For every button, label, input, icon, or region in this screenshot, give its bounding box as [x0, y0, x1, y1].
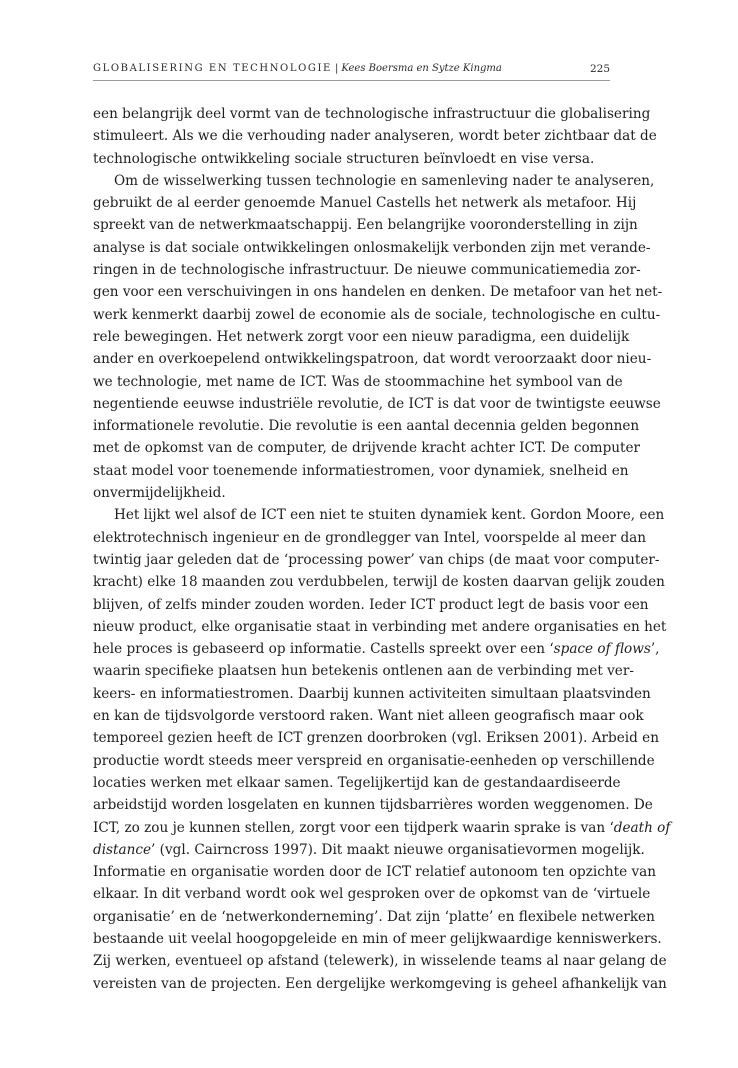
line-text: analyse is dat sociale ontwikkelingen onlosmakelijk verbonden zijn met verande-	[93, 239, 651, 256]
line-text: Zij werken, eventueel op afstand (telewerk), in wisselende teams al naar gelang de	[93, 953, 667, 970]
line-text: organisatie’ en de ‘netwerkonderneming’. Dat zijn ‘platte’ en flexibele netwerken	[93, 908, 655, 925]
text-line	[93, 103, 651, 125]
line-text: ringen in de technologische infrastructuur. De nieuwe communicatiemedia zor-	[93, 262, 641, 279]
italic-term: space of flows	[553, 641, 651, 658]
line-text: nieuw product, elke organisatie staat in verbinding met andere organisaties en het	[93, 618, 667, 635]
line-text: en kan de tijdsvolgorde verstoord raken. Want niet alleen geografisch maar ook	[93, 708, 644, 725]
text-line	[93, 259, 641, 281]
line-text: keers- en informatiestromen. Daarbij kunnen activiteiten simultaan plaatsvinden	[93, 685, 651, 702]
text-line	[93, 616, 667, 638]
text-line	[93, 638, 660, 660]
line-text: kracht) elke 18 maanden zou verdubbelen, terwijl de kosten daarvan gelijk zouden	[93, 574, 665, 591]
text-line	[93, 437, 641, 459]
line-text: onvermijdelijkheid.	[93, 485, 226, 502]
text-line	[93, 348, 652, 370]
line-text: elektrotechnisch ingenieur en de grondlegger van Intel, voorspelde al meer dan	[93, 529, 647, 546]
text-line	[93, 817, 671, 839]
line-text: technologische ontwikkeling sociale structuren beïnvloedt en vise versa.	[93, 150, 595, 167]
line-text: twintig jaar geleden dat de ‘processing power’ van chips (de maat voor computer-	[93, 551, 660, 568]
text-line	[93, 192, 637, 214]
header-authors: Kees Boersma en Sytze Kingma	[341, 63, 502, 74]
text-line	[93, 237, 651, 259]
text-line	[93, 973, 667, 995]
text-line	[93, 705, 644, 727]
text-line	[93, 883, 651, 905]
line-text-after: ’ (vgl. Cairncross 1997). Dit maakt nieuwe organisatievormen mogelijk.	[151, 841, 645, 858]
text-line	[93, 683, 651, 705]
text-line	[93, 950, 667, 972]
line-text: Het lijkt wel alsof de ICT een niet te stuiten dynamiek kent. Gordon Moore, een	[114, 507, 665, 524]
italic-term: death of	[613, 819, 671, 836]
line-text: locaties werken met elkaar samen. Tegelijkertijd kan de gestandaardiseerde	[93, 774, 621, 791]
text-line	[93, 571, 665, 593]
text-line	[93, 281, 663, 303]
text-line	[93, 660, 634, 682]
line-text: ICT, zo zou je kunnen stellen, zorgt voor een tijdperk waarin sprake is van ‘	[93, 819, 614, 836]
line-text: werk kenmerkt daarbij zowel de economie als de sociale, technologische en cultu-	[93, 306, 661, 323]
text-line	[93, 393, 661, 415]
line-text: hele proces is gebaseerd op informatie. Castells spreekt over een ‘	[93, 641, 554, 658]
text-line	[93, 170, 655, 192]
header-section-title: GLOBALISERING EN TECHNOLOGIE	[93, 63, 332, 74]
text-line	[93, 727, 659, 749]
text-line	[93, 594, 649, 616]
text-line	[93, 460, 629, 482]
line-text: stimuleert. Als we die verhouding nader analyseren, wordt beter zichtbaar dat de	[93, 128, 657, 145]
text-line	[93, 304, 661, 326]
text-line	[93, 125, 657, 147]
line-text: ander en overkoepelend ontwikkelingspatroon, dat wordt veroorzaakt door nieu-	[93, 351, 652, 368]
line-text: productie wordt steeds meer verspreid en organisatie-eenheden op verschillende	[93, 752, 655, 769]
line-text: vereisten van de projecten. Een dergelijke werkomgeving is geheel afhankelijk van	[93, 975, 667, 992]
text-line	[93, 527, 647, 549]
text-line	[93, 371, 623, 393]
line-text: Om de wisselwerking tussen technologie en samenleving nader te analyseren,	[114, 172, 655, 189]
line-text: een belangrijk deel vormt van de technologische infrastructuur die globalisering	[93, 106, 651, 122]
line-text: Informatie en organisatie worden door de ICT relatief autonoom ten opzichte van	[93, 864, 656, 881]
line-text: negentiende eeuwse industriële revolutie, de ICT is dat voor de twintigste eeuwse	[93, 395, 661, 412]
line-text: waarin specifieke plaatsen hun betekenis ontlenen aan de verbinding met ver-	[93, 663, 634, 680]
line-text: gebruikt de al eerder genoemde Manuel Castells het netwerk als metafoor. Hij	[93, 195, 637, 212]
text-line	[93, 750, 655, 772]
header-separator: |	[334, 63, 339, 74]
line-text: elkaar. In dit verband wordt ook wel gesproken over de opkomst van de ‘virtuele	[93, 886, 651, 903]
line-text: met de opkomst van de computer, de drijvende kracht achter ICT. De computer	[93, 440, 641, 457]
running-header	[93, 60, 610, 81]
body-text	[93, 103, 671, 995]
text-line	[93, 415, 640, 437]
line-text: staat model voor toenemende informatiestromen, voor dynamiek, snelheid en	[93, 462, 629, 479]
line-text: arbeidstijd worden losgelaten en kunnen tijdsbarrières worden weggenomen. De	[93, 797, 653, 814]
line-text: temporeel gezien heeft de ICT grenzen doorbroken (vgl. Eriksen 2001). Arbeid en	[93, 730, 659, 747]
text-line	[93, 326, 630, 348]
page-number: 225	[589, 63, 610, 75]
line-text: spreekt van de netwerkmaatschappij. Een belangrijke vooronderstelling in zijn	[93, 217, 638, 234]
line-text: gen voor een verschuivingen in ons handelen en denken. De metafoor van het net-	[93, 284, 663, 301]
text-line	[93, 839, 645, 861]
text-line	[93, 482, 610, 504]
text-line	[93, 148, 610, 170]
text-line	[93, 772, 621, 794]
text-line	[93, 214, 638, 236]
text-line	[93, 861, 656, 883]
text-line	[93, 906, 655, 928]
line-text: bestaande uit veelal hoogopgeleide en min of meer gelijkwaardige kenniswerkers.	[93, 930, 662, 947]
line-text: blijven, of zelfs minder zouden worden. Ieder ICT product legt de basis voor een	[93, 596, 649, 613]
text-line	[93, 504, 665, 526]
text-line	[93, 549, 660, 571]
text-line	[93, 928, 662, 950]
line-text-after: ’,	[650, 641, 660, 658]
italic-term: distance	[93, 841, 152, 858]
text-line	[93, 794, 653, 816]
line-text: informationele revolutie. Die revolutie is een aantal decennia gelden begonnen	[93, 418, 640, 435]
line-text: we technologie, met name de ICT. Was de stoommachine het symbool van de	[93, 373, 623, 390]
line-text: rele bewegingen. Het netwerk zorgt voor een nieuw paradigma, een duidelijk	[93, 328, 630, 345]
